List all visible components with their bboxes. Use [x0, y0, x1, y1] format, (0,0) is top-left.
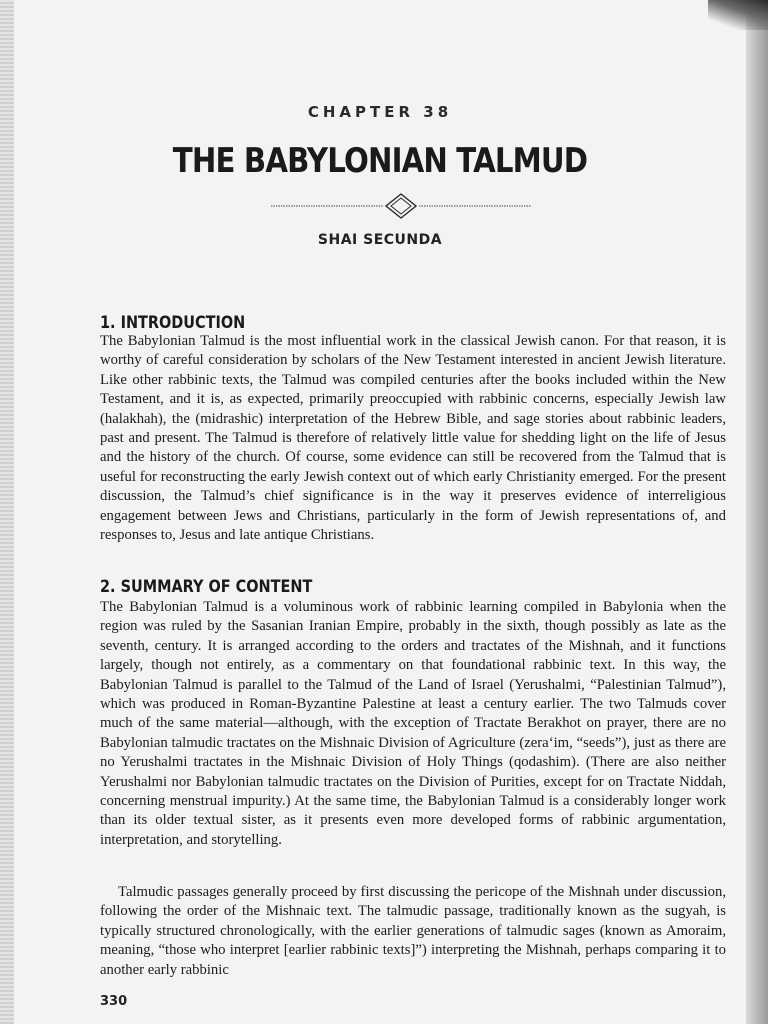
chapter-label: CHAPTER 38	[307, 103, 453, 121]
paragraph-summary-1: The Babylonian Talmud is a voluminous work of rabbinic learning compiled in Babylonia when the region was ruled by the Sasanian Iranian Empire, probably in the sixth, though possibly as late as the seventh, century. It is arranged according to the orders and tractates of the Mishnah, and it functions largely, though not entirely, as a commentary on that foundational rabbinic text. In this way, the Babylonian Talmud is parallel to the Talmud of the Land of Israel (Yerushalmi, “Palestinian Talmud”), which was produced in Roman-Byzantine Palestine at least a century earlier. The two Talmuds cover much of the same material—although, with the exception of Tractate Berakhot on prayer, there are no Babylonian talmudic tractates on the Mishnaic Division of Agriculture (zera‘im, “seeds”), just as there are no Yerushalmi tractates in the Mishnaic Division of Holy Things (qodashim). (There are also neither Yerushalmi nor Babylonian talmudic tractates on the Division of Purities, except for on Tractate Niddah, concerning menstrual impurity.) At the same time, the Babylonian Talmud is a considerably longer work than its older textual sister, as it presents even more developed forms of rabbinic argumentation, interpretation, and storytelling.	[100, 599, 726, 848]
page-number: 330	[100, 994, 128, 1009]
diamond-rule-ornament-icon	[271, 193, 531, 219]
paragraph-introduction: The Babylonian Talmud is the most influential work in the classical Jewish canon. For that reason, it is worthy of careful consideration by scholars of the New Testament interested in ancient Jewish literature. Like other rabbinic texts, the Talmud was compiled centuries after the books included within the New Testament, and it is, as expected, primarily preoccupied with rabbinic concerns, especially Jewish law (halakhah), the (midrashic) interpretation of the Hebrew Bible, and sage stories about rabbinic leaders, past and present. The Talmud is therefore of relatively little value for shedding light on the life of Jesus and the history of the church. Of course, some evidence can still be recovered from the Talmud that is useful for reconstructing the early Jewish context out of which early Christianity emerged. For the present discussion, the Talmud’s chief significance is in the way it preserves evidence of interreligious engagement between Jews and Christians, particularly in the form of Jewish representations of, and responses to, Jesus and late antique Christians.	[100, 333, 726, 544]
scan-edge-left	[0, 0, 14, 1024]
section-heading-summary: 2. SUMMARY OF CONTENT	[100, 577, 313, 597]
paragraph-summary-2: Talmudic passages generally proceed by first discussing the pericope of the Mishnah under discussion, following the order of the Mishnaic text. The talmudic passage, traditionally known as the sugyah, is typically structured chronologically, with the earlier generations of talmudic sages (known as Amoraim, meaning, “those who interpret [earlier rabbinic texts]”) interpreting the Mishnah, perhaps comparing it to another early rabbinic	[100, 884, 726, 978]
chapter-title: THE BABYLONIAN TALMUD	[172, 141, 588, 181]
section-heading-introduction: 1. INTRODUCTION	[100, 313, 246, 333]
chapter-author: SHAI SECUNDA	[317, 232, 443, 248]
book-page	[14, 0, 746, 1024]
scan-edge-right	[746, 0, 768, 1024]
corner-shadow	[708, 0, 768, 30]
